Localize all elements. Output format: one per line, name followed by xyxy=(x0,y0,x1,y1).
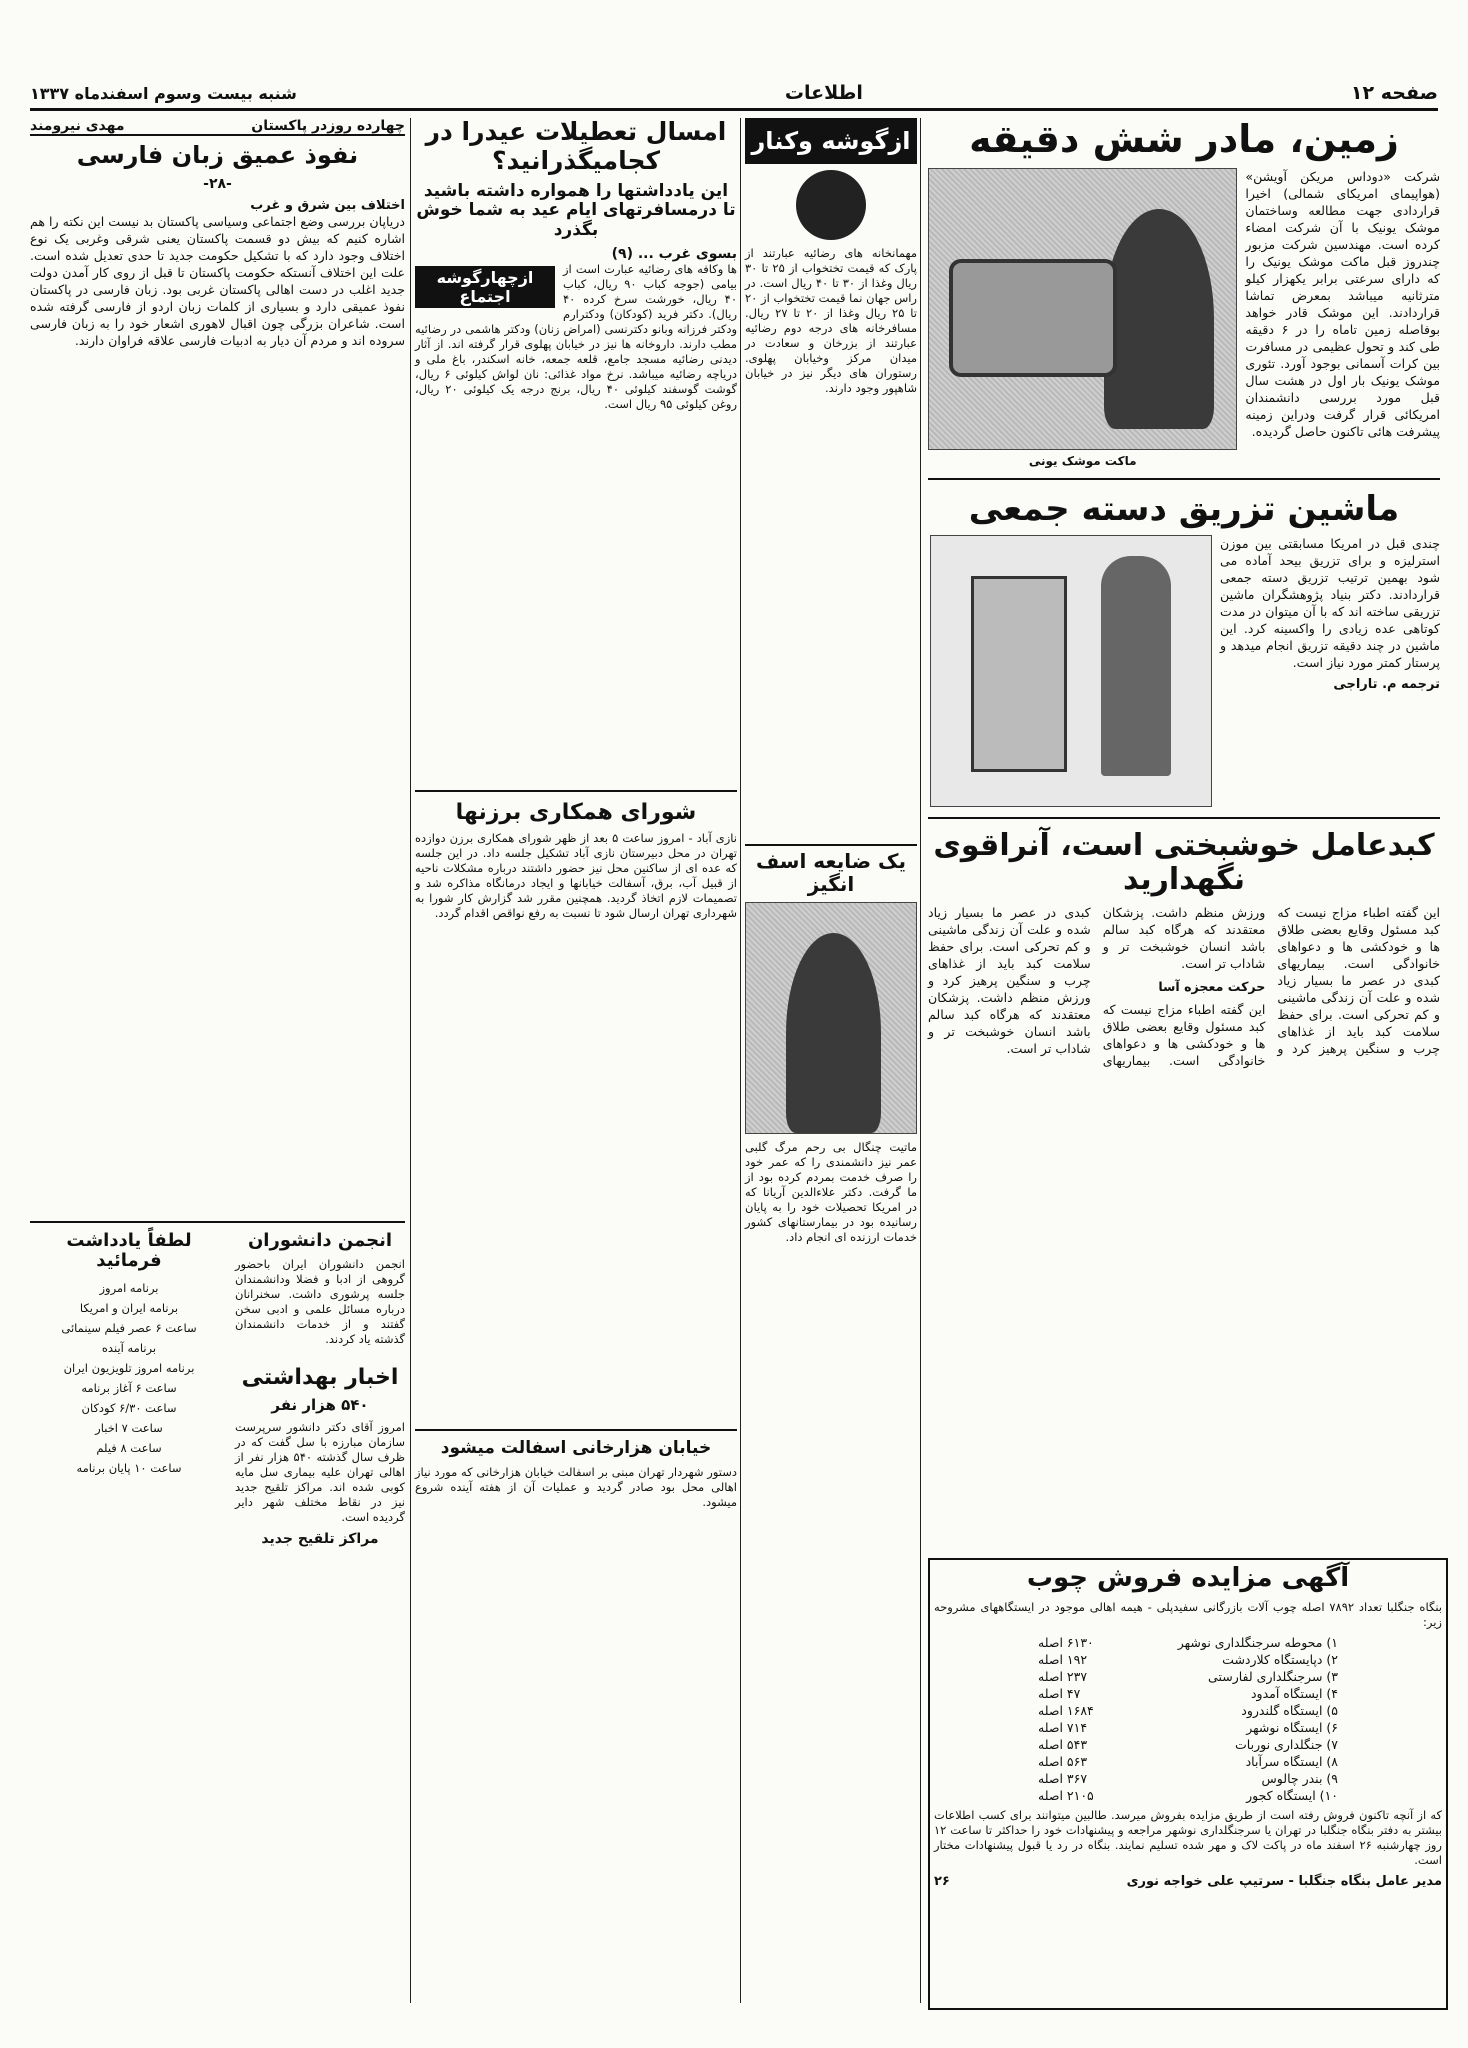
auction-footer xyxy=(934,1874,1442,1889)
auction-item: ۲) دپایستگاه کلاردشت ۱۹۲ اصله xyxy=(1038,1651,1338,1667)
author: مهدی نیرومند xyxy=(30,118,125,134)
auction-item: ۶) ایستگاه نوشهر ۷۱۴ اصله xyxy=(1038,1719,1338,1735)
liver-headline: کبدعامل خوشبختی است، آنراقوی نگهدارید xyxy=(933,827,1435,898)
masthead xyxy=(30,78,1438,111)
radio-line: برنامه امروز تلویزیون ایران xyxy=(63,1361,195,1376)
loss-headline: یک ضایعه اسف انگیز xyxy=(745,844,917,896)
right-column xyxy=(928,118,1440,2003)
health-headline: اخبار بهداشتی xyxy=(241,1365,399,1391)
rocket-model-photo xyxy=(928,168,1237,450)
machine-figure xyxy=(971,576,1067,772)
auction-code: ۲۶ xyxy=(934,1873,950,1889)
liver-article xyxy=(928,829,1440,1464)
asphalt-headline: خیابان هزارخانی اسفالت میشود xyxy=(440,1438,712,1459)
auction-item: ۹) بندر چالوس ۳۶۷ اصله xyxy=(1038,1770,1338,1786)
portrait-figure xyxy=(786,933,881,1133)
auction-item: ۴) ایستگاه آمدود ۴۷ اصله xyxy=(1038,1685,1338,1701)
auction-item: ۸) ایستگاه سرآباد ۵۶۳ اصله xyxy=(1038,1753,1338,1769)
auction-intro: بنگاه جنگلبا تعداد ۷۸۹۲ اصله چوب آلات بازرگانی سفیدپلی - هیمه اهالی موجود در ایستگاههای مشروحه زیر: xyxy=(934,1599,1442,1629)
man-figure xyxy=(1104,209,1214,429)
auction-item: ۵) ایستگاه گلندرود ۱۶۸۴ اصله xyxy=(1038,1702,1338,1718)
radio-headline: لطفاً یادداشت فرمائید xyxy=(66,1229,192,1272)
column-rule xyxy=(920,118,921,2003)
photo-caption: ماکت موشک یونی xyxy=(1028,453,1137,468)
corner-body: مهمانخانه های رضائیه عبارتند از پارک که قیمت تختخواب از ۲۵ تا ۳۰ ریال وغذا از ۳۰ تا ۴۰ ریال است. در راس جهان نما قیمت تختخواب از ۲۰ تا ۲۵ ریال وغذا از ۲۰ تا ۲۷ ریال. مسافرخانه های درجه دوم رضائیه عبارتند از بزرخان و سعادت در میدان مرکز وخیابان پهلوی. رستوران های دیگر نیز در خیابان شاهپور وجود دارند. xyxy=(745,246,917,395)
health-sub: ۵۴۰ هزار نفر xyxy=(271,1395,369,1414)
auction-ad xyxy=(928,1558,1448,2010)
pakistan-headline: نفوذ عمیق زبان فارسی xyxy=(76,141,359,169)
portrait-photo xyxy=(745,902,917,1134)
auction-item: ۱۰) ایستگاه کجور ۲۱۰۵ اصله xyxy=(1038,1787,1338,1803)
council-body: نازی آباد - امروز ساعت ۵ بعد از ظهر شورای همکاری برزن دوازده تهران در محل دبیرستان نازی آباد تشکیل جلسه داد. در این جلسه که عده ای از ساکنین محل نیز حضور داشتند درباره مشکلات ناحیه از قبیل آب، برق، آسفالت خیابانها و ایجاد درمانگاه مذاکره شد و تصمیمات لازم اتخاذ گردید. همچنین مقرر شد گزارش کار شورا به شهرداری تهران ارسال شود تا نسبت به رفع نواقص اقدام گردد. xyxy=(415,831,738,921)
earth-article xyxy=(928,118,1440,468)
students-body: انجمن دانشوران ایران باحضور گروهی از ادبا و فضلا ودانشمندان جلسه پرشوری داشت. سخنرانان درباره مسائل علمی و ادبی سخن گفتند و از خدمات دانشمندان گذشته یاد کردند. xyxy=(235,1257,405,1347)
machine-article xyxy=(928,490,1440,807)
asphalt-body: دستور شهردار تهران مبنی بر اسفالت خیابان هزارخانی که مورد نیاز اهالی محل بود صادر گردید و عملیات آن از هفته آینده شروع میشود. xyxy=(415,1464,737,1509)
paper-name: اطلاعات xyxy=(784,82,863,104)
radio-line: برنامه آینده xyxy=(101,1341,157,1356)
health-sub2: مراکز تلقیح جدید xyxy=(261,1530,379,1547)
auction-signature: مدیر عامل بنگاه جنگلبا - سرتیپ علی خواجه نوری xyxy=(1126,1873,1442,1889)
page-number: صفحه ۱۲ xyxy=(1350,82,1438,104)
holiday-body: ها وکافه های رضائیه عبارت است از بیامی (جوجه کباب ۹۰ ریال، کباب ۴۰ ریال، خورشت سرخ کرده ۴۰ ریال). دکتر فرید (کودکان) ودکترارم ودکتر فرزانه وبانو دکترنسی (امراض زنان) ودکتر هاشمی در رضائیه مطب دارند. داروخانه ها نیز در خیابان پهلوی قرار گرفته اند. از آثار دیدنی رضائیه مسجد جامع، قلعه جمعه، خانه اسکندر، باغ ملی و دریاچه رضائیه میباشد. نرخ مواد غذائی: نان لواش کیلوئی ۶ ریال، گوشت گوسفند کیلوئی ۴۰ ریال، برنج درجه یک کیلوئی ۲۰ ریال، روغن کیلوئی ۹۵ ریال است. xyxy=(415,262,737,412)
radio-line: ساعت ۶ عصر فیلم سینمائی xyxy=(61,1321,197,1336)
radio-list xyxy=(31,1278,227,1478)
liver-text-cont: این گفته اطباء مزاج نیست که کبد مسئول وقایع بعضی طلاق ها و خودکشی ها و دعواهای خانوادگی است. بیماریهای کبدی در عصر ما بسیار زیاد شده و علت آن زندگی ماشینی و کم تحرکی است. برای حفظ سلامت کبد باید از غذاهای چرب و سنگین پرهیز کرد و ورزش منظم داشت. پزشکان معتقدند که هرگاه کبد سالم باشد انسان خوشبخت تر و شاداب تر است. xyxy=(928,904,1266,1068)
society-box: ازچهارگوشه اجتماع xyxy=(415,266,555,308)
earth-body: شرکت «دوداس مریکن آویشن» (هواپیمای امریکای شمالی) اخیرا قراردادی جهت مطالعه وساختمان موشک یونیک با آن شرکت امضاء کرده است. مهندسین شرکت مزبور چندروز قبل ماکت موشک یونیک را که دارای سرعتی برابر یکهزار کیلو مترثانیه میباشد بمعرض تماشا قراردادند. این موشک قادر خواهد بوفاصله زمین تاماه را در ۶ دقیقه طی کند و تحول عظیمی در مسافرت بین کرات آسمانی بوجود آورد. تئوری موشک یونیک بار اول در هشت سال قبل مورد بررسی دانشمندان امریکائی قرار گرفت ودراین زمینه پیشرفت هائی تاکنون حاصل گردیده. xyxy=(1245,168,1440,439)
radio-line: ساعت ۸ فیلم xyxy=(96,1441,162,1456)
pakistan-section: اختلاف بین شرق و غرب xyxy=(250,197,405,213)
radio-line: ساعت ۷ اخبار xyxy=(95,1421,163,1436)
corner-emblem xyxy=(796,170,866,240)
liver-text: این گفته اطباء مزاج نیست که کبد مسئول وقایع بعضی طلاق ها و خودکشی ها و دعواهای خانوادگی است. بیماریهای کبدی در عصر ما بسیار زیاد شده و علت آن زندگی ماشینی و کم تحرکی است. برای حفظ سلامت کبد باید از غذاهای چرب و سنگین پرهیز کرد و ورزش منظم داشت. پزشکان معتقدند که هرگاه کبد سالم باشد انسان خوشبخت تر و شاداب تر است. xyxy=(1102,904,1440,1056)
auction-list xyxy=(1038,1634,1338,1804)
column-rule xyxy=(740,118,741,2003)
auction-item: ۷) جنگلداری نوربات ۵۴۳ اصله xyxy=(1038,1736,1338,1752)
radio-line: ساعت ۱۰ پایان برنامه xyxy=(76,1461,182,1476)
nurse-figure xyxy=(1101,556,1171,776)
council-headline: شورای همکاری برزنها xyxy=(455,800,697,826)
earth-headline: زمین، مادر شش دقیقه xyxy=(969,117,1399,161)
corner-column xyxy=(745,118,917,2003)
pakistan-part: -۲۸- xyxy=(203,175,232,192)
health-body: امروز آقای دکتر دانشور سرپرست سازمان مبارزه با سل گفت که در ظرف سال گذشته ۵۴۰ هزار نفر از اهالی تهران علیه بیماری سل مایه کوبی شده اند. مراکز تلقیح جدید نیز در نقاط مختلف شهر دایر گردیده است. xyxy=(235,1419,405,1524)
machine-body: چندی قبل در امریکا مسابقتی بین موزن استرلیزه و برای تزریق بیحد آماده می شود بهمین ترتیب تزریق دسته جمعی قراردادند. دکتر بنیاد پژوهشگران ماشین تزریقی ساخته اند که با آن میتوان در مدت کوتاهی عده زیادی را واکسینه کرد. این ماشین در چند دقیقه تزریق انجام میدهد و پرستار کمتر مورد نیاز است. xyxy=(1220,535,1440,670)
series-title: چهارده روزدر پاکستان xyxy=(251,118,405,134)
holiday-series: بسوی غرب ... (۹) xyxy=(611,246,737,263)
liver-subheading: حرکت معجزه آسا xyxy=(1158,978,1266,994)
issue-date: شنبه بیست وسوم اسفندماه ۱۳۳۷ xyxy=(30,83,297,103)
rocket-model xyxy=(949,259,1117,377)
translator: ترجمه م. تاراجی xyxy=(1333,676,1440,692)
pakistan-header xyxy=(30,118,405,136)
auction-body: که از آنچه تاکنون فروش رفته است از طریق مزایده بفروش میرسد. طالبین میتوانند برای کسب اطلاعات بیشتر به دفتر بنگاه جنگلبا در تهران یا سرجنگلداری نوشهر مراجعه و پیشنهادات خود را حداکثر تا ساعت ۱۲ روز چهارشنبه ۲۶ اسفند ماه در پاکت لاک و مهر شده تسلیم نمایند. بنگاه در رد یا قبول پیشنهادات مختار است. xyxy=(934,1807,1442,1867)
radio-line: برنامه امروز xyxy=(99,1281,159,1296)
loss-body: ماتیت چنگال بی رحم مرگ گلبی عمر نیز دانشمندی را که عمر خود را صرف خدمت بمردم کرده بود از ما گرفت. دکتر علاءالدین آریانا که در امریکا تحصیلات خود را به پایان رسانیده بود در بیمارستانهای کشور خدمات ارزنده ای انجام داد. xyxy=(745,1140,917,1244)
pakistan-column xyxy=(30,118,405,2003)
auction-item: ۱) محوطه سرجنگلداری نوشهر ۶۱۳۰ اصله xyxy=(1038,1634,1338,1650)
radio-line: برنامه ایران و امریکا xyxy=(79,1301,179,1316)
pakistan-body: دریاپان بررسی وضع اجتماعی وسیاسی پاکستان بد نیست این نکته را هم اشاره کنیم که بیش دو قسمت پاکستان یعنی شرقی وغربی یک نوع اختلاف وجود دارد که با تشکیل حکومت جدید تا حدی تعدیل شده است. علت این اختلاف آنستکه حکومت پاکستان تا قبل از روی کار آمدن دولت جدید اغلب در دست اهالی پاکستان غربی بود. زبان فارسی در پاکستان نفوذ عمیقی دارد و بسیاری از کلمات زبان اردو از فارسی گرفته شده است. شاعران بزرگی چون اقبال لاهوری اشعار خود را به زبان فارسی سروده اند و مردم آن دیار به ادبیات فارسی علاقه فراوان دارند. xyxy=(30,213,405,348)
holiday-column xyxy=(415,118,737,2003)
auction-item: ۳) سرجنگلداری لفارستی ۲۳۷ اصله xyxy=(1038,1668,1338,1684)
corner-box: ازگوشه وکنار xyxy=(745,118,917,164)
column-rule xyxy=(410,118,411,2003)
liver-body xyxy=(928,904,1440,1464)
radio-line: ساعت ۶/۳۰ کودکان xyxy=(81,1401,177,1416)
injection-machine-drawing xyxy=(930,535,1212,807)
holiday-subtitle: این یادداشتها را همواره داشته باشید تا درمسافرتهای ایام عید به شما خوش بگذرد xyxy=(416,180,736,240)
auction-title: آگهی مزایده فروش چوب xyxy=(1026,1563,1350,1593)
holiday-headline: امسال تعطیلات عیدرا در کجامیگذرانید؟ xyxy=(425,117,727,175)
machine-headline: ماشین تزریق دسته جمعی xyxy=(968,488,1400,529)
radio-line: ساعت ۶ آغاز برنامه xyxy=(81,1381,177,1396)
students-headline: انجمن دانشوران xyxy=(247,1229,393,1251)
